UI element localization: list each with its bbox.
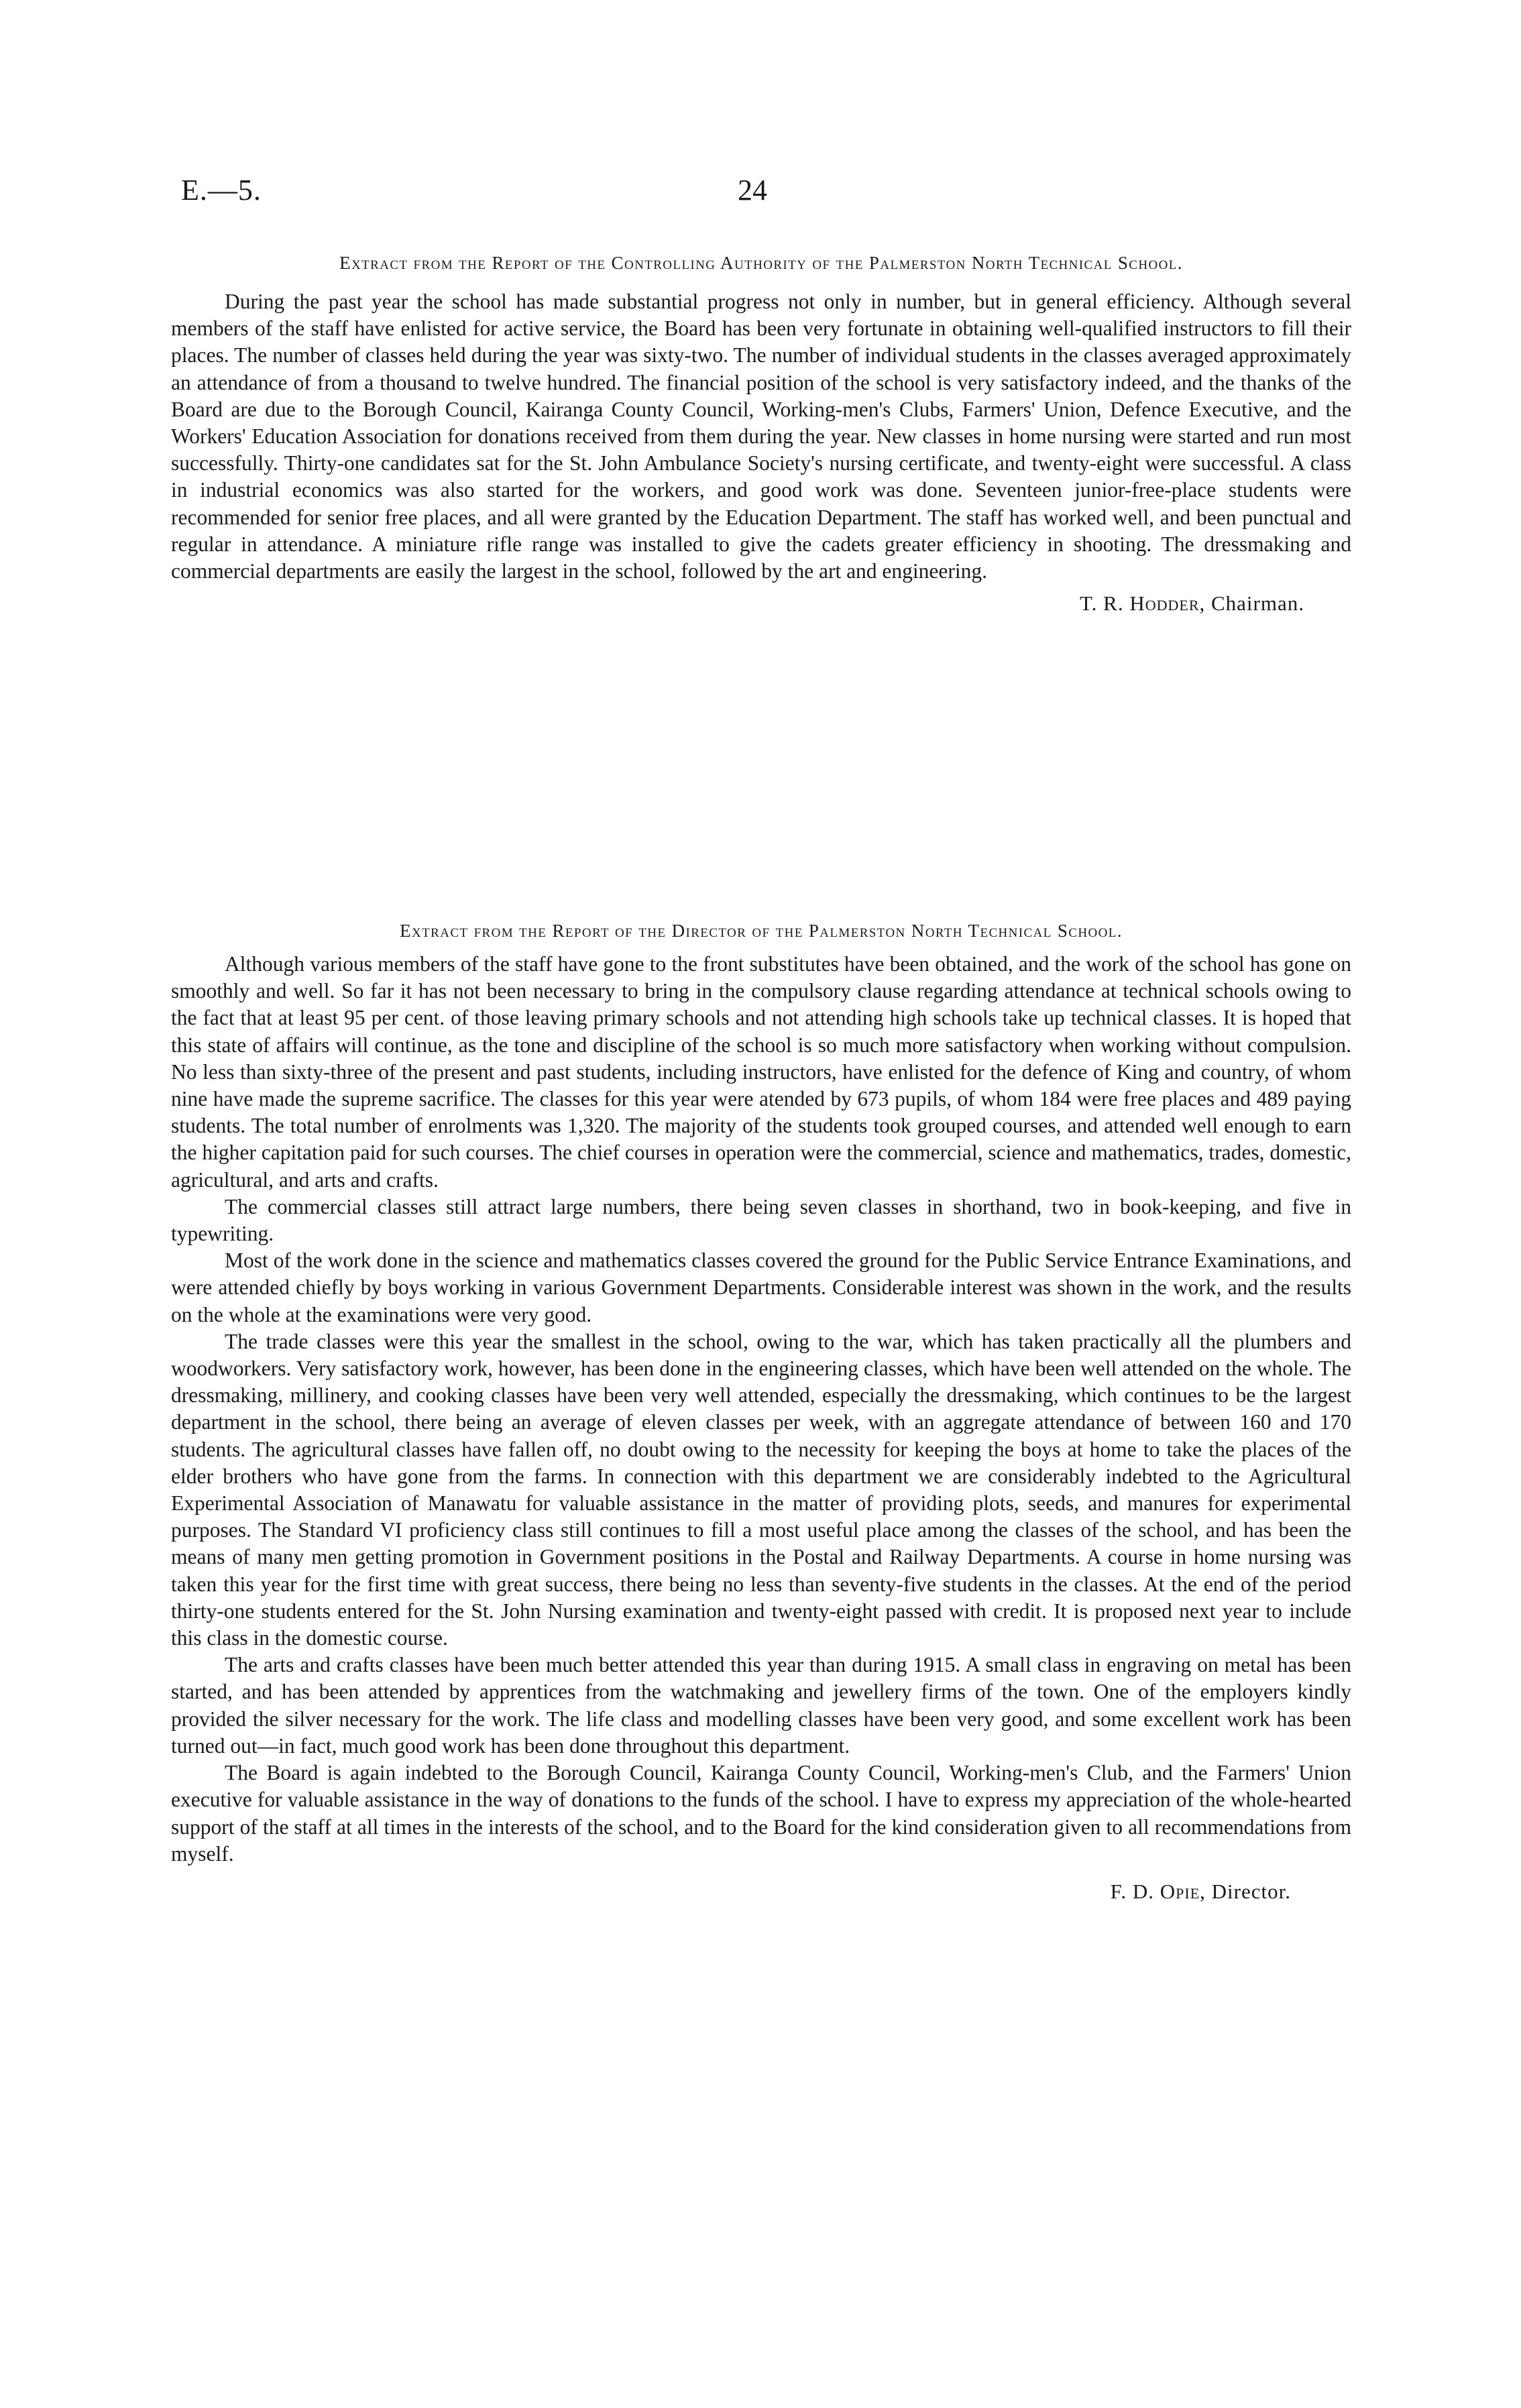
controlling-authority-report (171, 249, 1351, 617)
report-paragraph: The arts and crafts classes have been much better attended this year than during 1915. A small class in engraving on metal has been started, and has been attended by apprentices from the watchmaking and jewellery firms of the town. One of the employers kindly provided the silver necessary for the work. The life class and modelling classes have been very good, and some excellent work has been turned out—in fact, much good work has been done throughout this department. (171, 1653, 1351, 1758)
section-heading: Extract from the Report of the Controlling Authority of the Palmerston North Technical School. (339, 253, 1183, 273)
report-paragraph: The commercial classes still attract large numbers, there being seven classes in shorthand, two in book-keeping, and five in typewriting. (171, 1194, 1351, 1246)
section-heading: Extract from the Report of the Director of the Palmerston North Technical School. (400, 921, 1123, 941)
report-paragraph: The trade classes were this year the smallest in the school, owing to the war, which has taken practically all the plumbers and woodworkers. Very satisfactory work, however, has been done in the engineering classes, which have been well attended on the whole. The dressmaking, millinery, and cooking classes have been very well attended, especially the dressmaking, which continues to be the largest department in the school, there being an average of eleven classes per week, with an aggregate attendance of between 160 and 170 students. The agricultural classes have fallen off, no doubt owing to the necessity for keeping the boys at home to take the places of the elder brothers who have gone from the farms. In connection with this department we are considerably indebted to the Agricultural Experimental Association of Manawatu for valuable assistance in the matter of providing plots, seeds, and manures for experimental purposes. The Standard VI proficiency class still continues to fill a most useful place among the classes of the school, and has been the means of many men getting promotion in Government positions in the Postal and Railway Departments. A course in home nursing was taken this year for the first time with great success, there being no less than seventy-five students in the classes. At the end of the period thirty-one students entered for the St. John Nursing examination and twenty-eight passed with credit. It is proposed next year to include this class in the domestic course. (171, 1329, 1351, 1650)
director-report (171, 917, 1351, 1905)
report-paragraph: Most of the work done in the science and mathematics classes covered the ground for the Public Service Entrance Examinations, and were attended chiefly by boys working in various Government Departments. Considerable interest was shown in the work, and the results on the whole at the examinations were very good. (171, 1249, 1351, 1326)
signature-title: Director. (1211, 1879, 1291, 1903)
signature-title: Chairman. (1211, 591, 1304, 616)
page-number: 24 (738, 174, 767, 207)
page-header (181, 173, 1335, 213)
signature (171, 1878, 1351, 1905)
report-paragraph: Although various members of the staff have gone to the front substitutes have been obtained, and the work of the school has gone on smoothly and well. So far it has not been necessary to bring in the compulsory clause regarding attendance at technical schools owing to the fact that at least 95 per cent. of those leaving primary schools and not attending high schools take up technical classes. It is hoped that this state of affairs will continue, as the tone and discipline of the school is so much more satisfactory when working without compulsion. No less than sixty-three of the present and past students, including instructors, have enlisted for the defence of King and country, of whom nine have made the supreme sacrifice. The classes for this year were atended by 673 pupils, of whom 184 were free places and 489 paying students. The total number of enrolments was 1,320. The majority of the students took grouped courses, and attended well enough to earn the higher capitation paid for such courses. The chief courses in operation were the commercial, science and mathematics, trades, domestic, agricultural, and arts and crafts. (171, 952, 1351, 1192)
signature-name: F. D. Opie, (1110, 1879, 1206, 1903)
signature-name: T. R. Hodder, (1080, 591, 1206, 616)
page-code: E.—5. (181, 174, 262, 207)
signature (171, 590, 1351, 617)
report-paragraph: During the past year the school has made substantial progress not only in number, but in general efficiency. Although several members of the staff have enlisted for active service, the Board has been very fortunate in obtaining well-qualified instructors to fill their places. The number of classes held during the year was sixty-two. The number of individual students in the classes averaged approximately an attendance of from a thousand to twelve hundred. The financial position of the school is very satisfactory indeed, and the thanks of the Board are due to the Borough Council, Kairanga County Council, Working-men's Clubs, Farmers' Union, Defence Executive, and the Workers' Education Association for donations received from them during the year. New classes in home nursing were started and run most successfully. Thirty-one candidates sat for the St. John Ambulance Society's nursing certificate, and twenty-eight were successful. A class in industrial economics was also started for the workers, and good work was done. Seventeen junior-free-place students were recommended for senior free places, and all were granted by the Education Department. The staff has worked well, and been punctual and regular in attendance. A miniature rifle range was installed to give the cadets greater efficiency in shooting. The dressmaking and commercial departments are easily the largest in the school, followed by the art and engineering. (171, 290, 1351, 583)
report-paragraph: The Board is again indebted to the Borough Council, Kairanga County Council, Working-men's Club, and the Farmers' Union executive for valuable assistance in the way of donations to the funds of the school. I have to express my appreciation of the whole-hearted support of the staff at all times in the interests of the school, and to the Board for the kind consideration given to all recommendations from myself. (171, 1761, 1351, 1866)
